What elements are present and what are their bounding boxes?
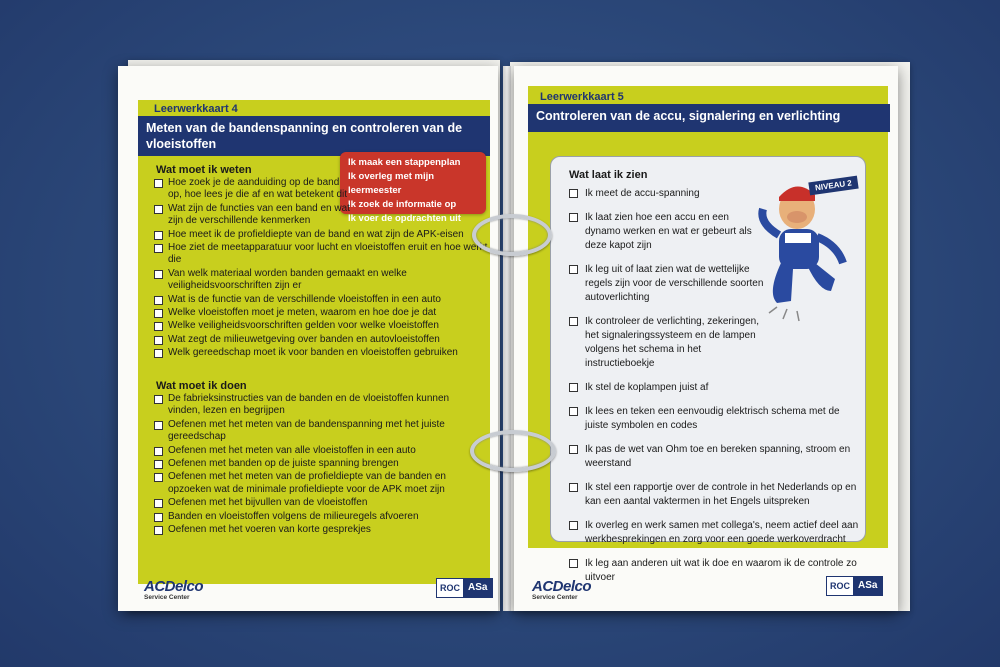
checkbox-icon[interactable] <box>154 296 163 305</box>
left-card-title: Meten van de bandenspanning en controleren van de vloeistoffen <box>138 116 490 156</box>
list-item: Hoe meet ik de profieldiepte van de band en wat zijn de APK-eisen <box>154 229 488 241</box>
list-item: Oefenen met het meten van alle vloeistoffen in een auto <box>154 445 474 457</box>
checkbox-icon[interactable] <box>569 407 578 416</box>
checkbox-icon[interactable] <box>569 483 578 492</box>
section-heading-weten: Wat moet ik weten <box>156 164 252 176</box>
list-item: Oefenen met het bijvullen van de vloeistoffen <box>154 497 474 509</box>
checkbox-icon[interactable] <box>154 309 163 318</box>
list-item: Welk gereedschap moet ik voor banden en vloeistoffen gebruiken <box>154 347 488 359</box>
checkbox-icon[interactable] <box>154 513 163 522</box>
checkbox-icon[interactable] <box>569 317 578 326</box>
checkbox-icon[interactable] <box>569 265 578 274</box>
step-item: Ik maak een stappenplan <box>348 157 461 168</box>
list-item: Wat zijn de functies van een band en wat zijn de verschillende kenmerken <box>154 203 350 228</box>
doen-list <box>154 393 474 537</box>
checkbox-icon[interactable] <box>154 349 163 358</box>
list-item: Ik leg uit of laat zien wat de wettelijke regels zijn voor de verschillende soorten autoverlichting <box>569 263 765 305</box>
checkbox-icon[interactable] <box>154 421 163 430</box>
list-item: Hoe ziet de meetapparatuur voor lucht en vloeistoffen eruit en hoe werkt die <box>154 242 488 267</box>
right-card-title: Controleren van de accu, signalering en verlichting <box>528 104 890 132</box>
left-card-tag: Leerwerkkaart 4 <box>146 100 246 118</box>
list-item: Wat is de functie van de verschillende vloeistoffen in een auto <box>154 294 488 306</box>
acdelco-logo: ACDelco Service Center <box>144 578 204 601</box>
skills-box <box>550 156 866 583</box>
checkbox-icon[interactable] <box>569 213 578 222</box>
checkbox-icon[interactable] <box>154 205 163 214</box>
checkbox-icon[interactable] <box>154 270 163 279</box>
checkbox-icon[interactable] <box>154 179 163 188</box>
list-item: Ik leg aan anderen uit wat ik doe en waarom ik de controle zo uitvoer <box>569 557 865 585</box>
list-item: Wat zegt de milieuwetgeving over banden en autovloeistoffen <box>154 334 488 346</box>
list-item: Hoe zoek je de aanduiding op de band op, hoe lees je die af en wat betekent dit <box>154 177 350 202</box>
list-item: Welke vloeistoffen moet je meten, waarom en hoe doe je dat <box>154 307 488 319</box>
checkbox-icon[interactable] <box>154 447 163 456</box>
checkbox-icon[interactable] <box>154 231 163 240</box>
section-heading-zien: Wat laat ik zien <box>569 169 648 181</box>
step-item: Ik voer de opdrachten uit <box>348 213 461 224</box>
checkbox-icon[interactable] <box>569 445 578 454</box>
checkbox-icon[interactable] <box>569 521 578 530</box>
list-item: Ik pas de wet van Ohm toe en bereken spanning, stroom en weerstand <box>569 443 865 471</box>
list-item: Van welk materiaal worden banden gemaakt en welke veiligheidsvoorschriften zijn er <box>154 268 468 293</box>
list-item: Welke veiligheidsvoorschriften gelden voor welke vloeistoffen <box>154 320 488 332</box>
checkbox-icon[interactable] <box>154 526 163 535</box>
checkbox-icon[interactable] <box>154 460 163 469</box>
left-page <box>118 66 498 611</box>
checkbox-icon[interactable] <box>154 499 163 508</box>
checkbox-icon[interactable] <box>154 322 163 331</box>
list-item: Ik overleg en werk samen met collega's, neem actief deel aan werkbesprekingen en zorg voor een goede werkoverdracht <box>569 519 865 547</box>
list-item: Oefenen met het voeren van korte gesprekjes <box>154 524 474 536</box>
list-item: Oefenen met banden op de juiste spanning brengen <box>154 458 474 470</box>
checkbox-icon[interactable] <box>154 473 163 482</box>
checkbox-icon[interactable] <box>569 383 578 392</box>
step-item: Ik zoek de informatie op <box>348 199 457 210</box>
checkbox-icon[interactable] <box>154 244 163 253</box>
list-item: Ik stel de koplampen juist af <box>569 381 831 395</box>
right-page <box>514 66 898 611</box>
list-item: Banden en vloeistoffen volgens de milieuregels afvoeren <box>154 511 474 523</box>
right-card-tag: Leerwerkkaart 5 <box>532 88 632 106</box>
rocasa-logo: ROC ASa <box>436 578 493 598</box>
binder-spine <box>503 66 511 611</box>
checkbox-icon[interactable] <box>569 559 578 568</box>
list-item: De fabrieksinstructies van de banden en de vloeistoffen kunnen vinden, lezen en begrijpen <box>154 393 474 418</box>
list-item: Oefenen met het meten van de profieldiepte van de banden en opzoeken wat de minimale profieldiepte voor de APK moet zijn <box>154 471 474 496</box>
checkbox-icon[interactable] <box>154 336 163 345</box>
list-item: Ik stel een rapportje over de controle in het Nederlands op en kan een aantal vaktermen in het Engels uitspreken <box>569 481 865 509</box>
list-item: Ik controleer de verlichting, zekeringen, het signaleringssysteem en de lampen volgens het schema in het instructieboekje <box>569 315 765 371</box>
step-item: Ik overleg met mijn leermeester <box>348 171 435 196</box>
binder-ring-bottom <box>470 430 556 472</box>
list-item: Oefenen met het meten van de bandenspanning met het juiste gereedschap <box>154 419 474 444</box>
list-item: Ik lees en teken een eenvoudig elektrisch schema met de juiste symbolen en codes <box>569 405 865 433</box>
list-item: Ik meet de accu-spanning <box>569 187 831 201</box>
checkbox-icon[interactable] <box>569 189 578 198</box>
binder-ring-top <box>472 214 552 256</box>
rocasa-logo: ROC ASa <box>826 576 883 596</box>
acdelco-logo: ACDelco Service Center <box>532 578 592 601</box>
mascot-illustration <box>757 173 857 323</box>
list-item: Ik laat zien hoe een accu en een dynamo werken en wat er gebeurt als deze kapot zijn <box>569 211 765 253</box>
niveau-badge: NIVEAU 2 <box>808 176 858 196</box>
section-heading-doen: Wat moet ik doen <box>156 380 247 392</box>
checkbox-icon[interactable] <box>154 395 163 404</box>
